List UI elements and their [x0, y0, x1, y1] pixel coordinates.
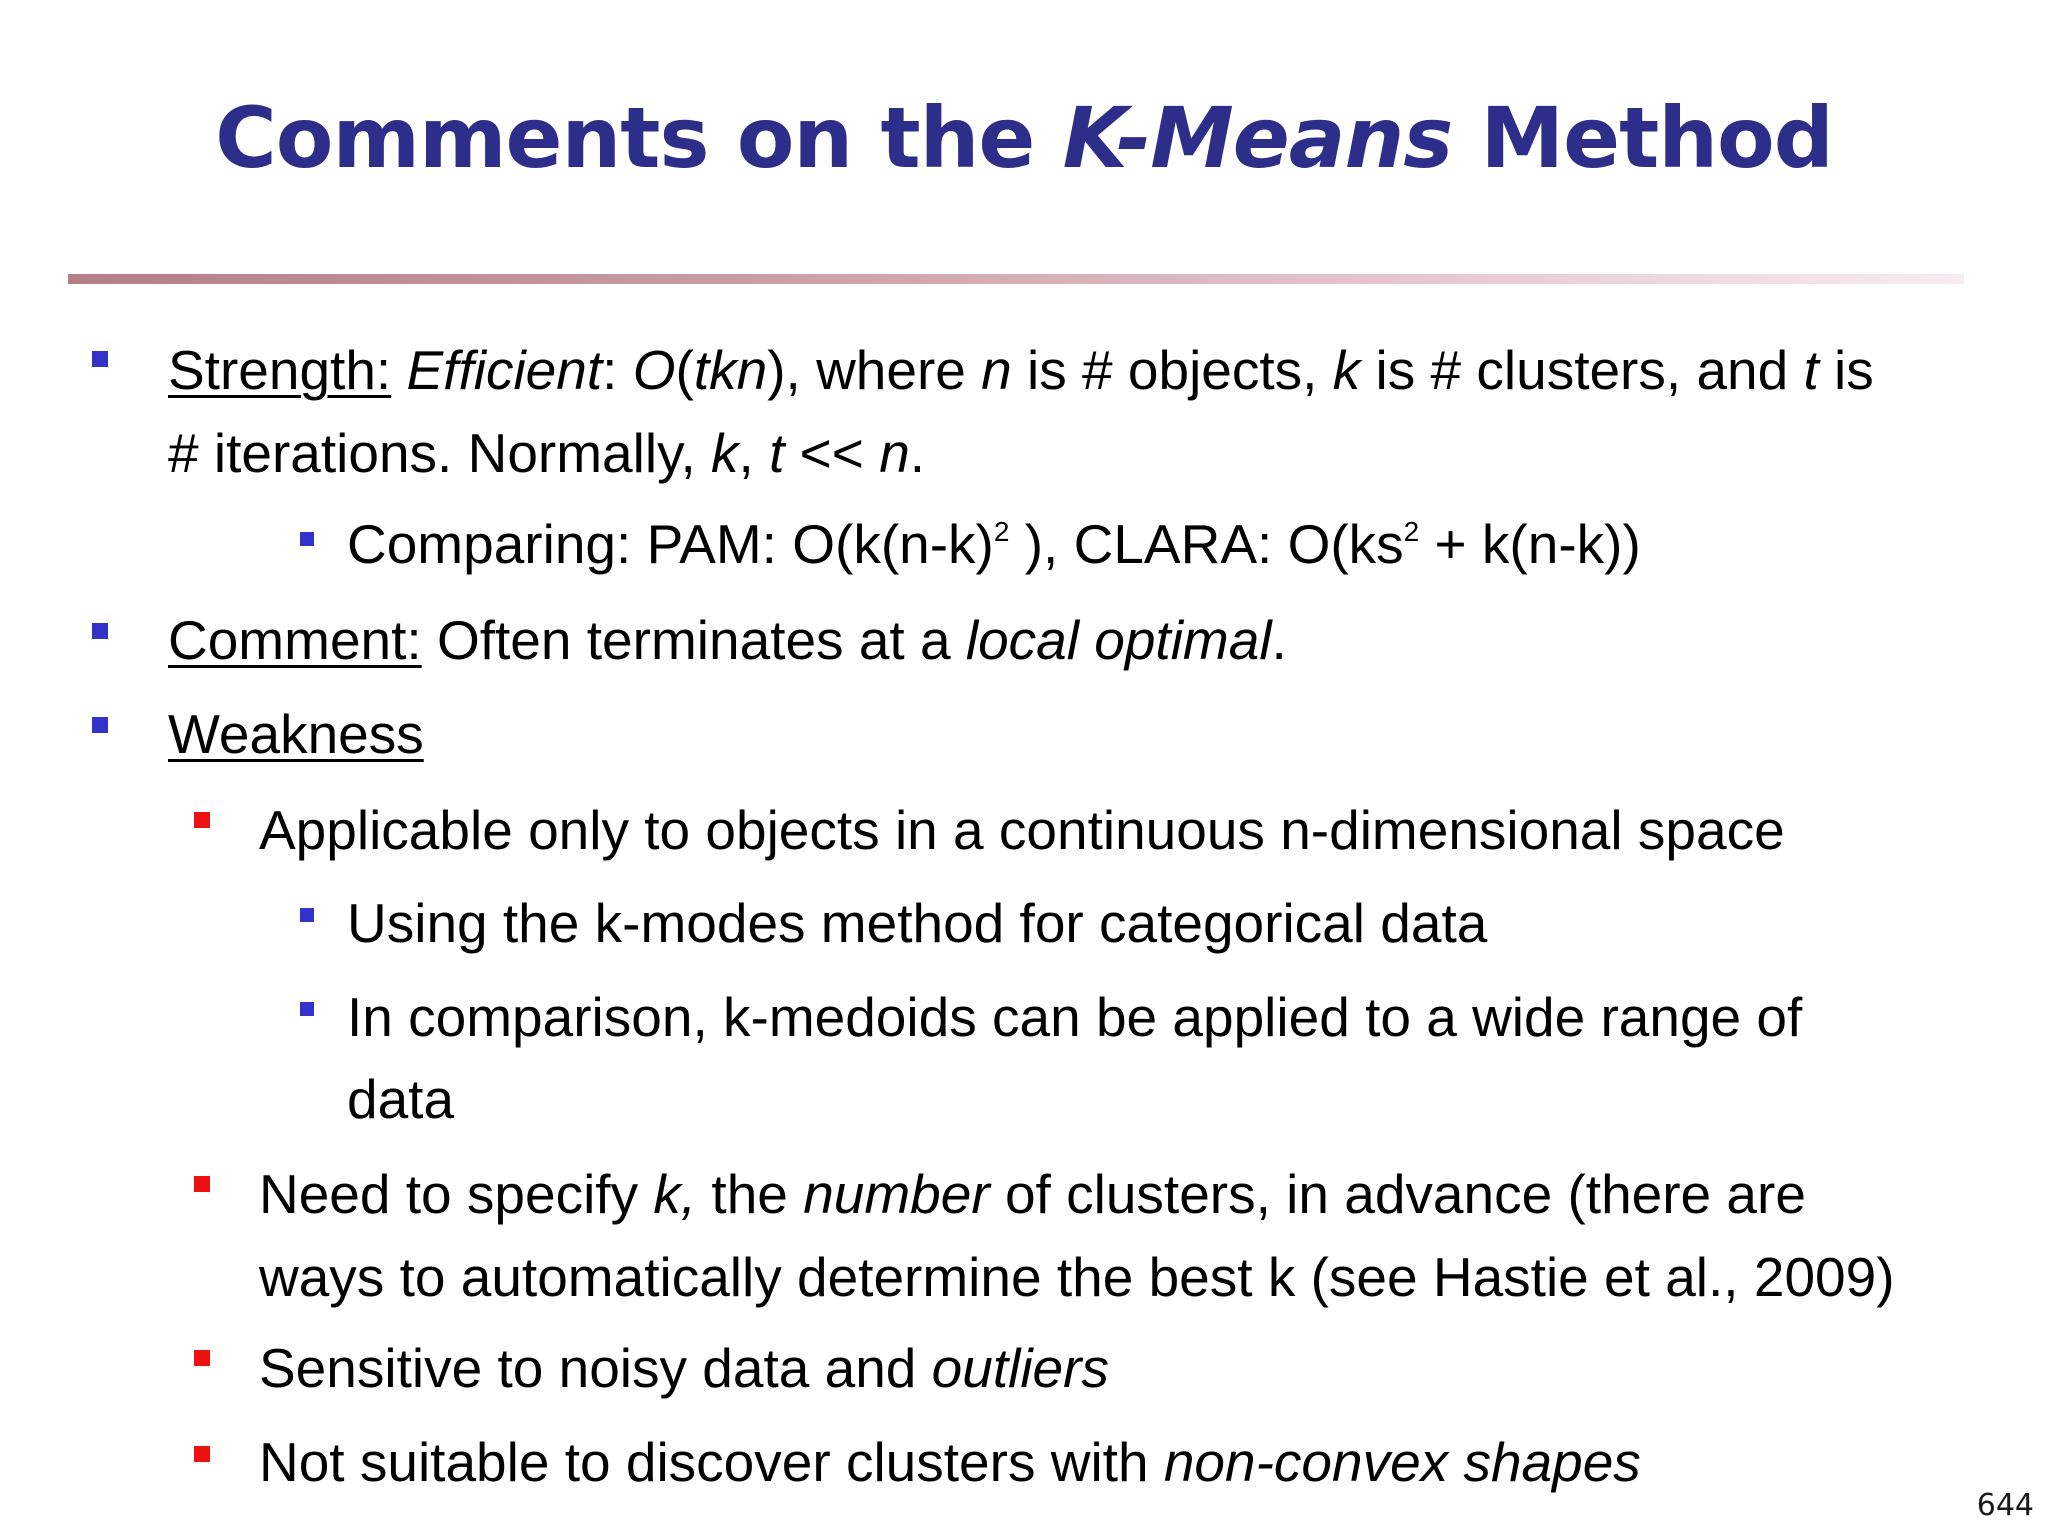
superscript: 2	[1403, 516, 1420, 547]
title-part1: Comments on the	[215, 89, 1063, 187]
strength-line-2	[168, 421, 925, 485]
specify-line-1	[259, 1162, 1806, 1226]
comparison-line-1: In comparison, k-medoids can be applied to a wide range of	[347, 986, 1803, 1048]
comparison-line-2: data	[347, 1068, 455, 1130]
weakness-line	[168, 702, 424, 766]
bullet-kmodes	[300, 908, 314, 922]
title-divider	[68, 274, 1964, 284]
bullet-strength	[92, 351, 108, 367]
comparing-line	[347, 512, 1641, 576]
slide-title	[0, 88, 2048, 188]
text-span: (	[675, 339, 694, 401]
strength-line-1	[168, 338, 1874, 402]
kmodes-line: Using the k-modes method for categorical data	[347, 892, 1488, 954]
bullet-comparison	[300, 1002, 314, 1016]
text-span: Sensitive to noisy data and	[259, 1337, 932, 1399]
superscript: 2	[993, 516, 1010, 547]
text-span: :	[602, 339, 633, 401]
bullet-comment	[92, 623, 108, 639]
text-span: .	[909, 422, 926, 484]
comment-line	[168, 608, 1287, 672]
comment-label: Comment:	[168, 609, 422, 671]
non-convex-term: non-convex shapes	[1163, 1431, 1641, 1493]
bullet-weakness	[92, 717, 108, 733]
var-k: k	[1332, 339, 1361, 401]
var-k: k	[711, 422, 739, 484]
text-span: Often terminates at a	[421, 609, 966, 671]
big-o: O	[632, 339, 676, 401]
efficient-term: Efficient	[406, 339, 603, 401]
var-k: k,	[653, 1163, 697, 1225]
number-term: number	[803, 1163, 990, 1225]
text-span: + k(n-k))	[1419, 513, 1641, 575]
text-span: of clusters, in advance (there are	[989, 1163, 1806, 1225]
outliers-term: outliers	[931, 1337, 1109, 1399]
weakness-label: Weakness	[168, 703, 424, 765]
text-span: .	[1271, 609, 1287, 671]
bullet-applicable	[194, 812, 210, 828]
bullet-comparing	[300, 532, 314, 546]
text-span: is	[1818, 339, 1874, 401]
var-n: n	[879, 422, 910, 484]
local-optimal-term: local optimal	[965, 609, 1272, 671]
nonconvex-line	[259, 1430, 1641, 1494]
text-span	[391, 339, 406, 401]
text-span: ), where	[767, 339, 982, 401]
text-span: is # clusters, and	[1360, 339, 1804, 401]
text-span: is # objects,	[1011, 339, 1333, 401]
tkn-term: tkn	[693, 339, 768, 401]
bullet-sensitive	[194, 1350, 210, 1366]
text-span: ), CLARA: O(ks	[1009, 513, 1404, 575]
text-span: Not suitable to discover clusters with	[259, 1431, 1164, 1493]
text-span: <<	[784, 422, 880, 484]
strength-label: Strength:	[168, 339, 392, 401]
text-span: ,	[738, 422, 770, 484]
title-part2: Method	[1452, 89, 1833, 187]
applicable-line: Applicable only to objects in a continuous n-dimensional space	[259, 799, 1785, 861]
specify-line-2: ways to automatically determine the best k (see Hastie et al., 2009)	[259, 1246, 1895, 1308]
title-italic: K-Means	[1062, 89, 1453, 187]
bullet-nonconvex	[194, 1446, 210, 1462]
text-span: Need to specify	[259, 1163, 654, 1225]
sensitive-line	[259, 1336, 1109, 1400]
text-span: Comparing: PAM: O(k(n-k)	[347, 513, 994, 575]
var-t: t	[1803, 339, 1819, 401]
var-n: n	[981, 339, 1012, 401]
text-span: # iterations. Normally,	[168, 422, 712, 484]
var-t: t	[769, 422, 785, 484]
bullet-specify	[194, 1176, 210, 1192]
text-span: the	[696, 1163, 804, 1225]
page-number: 644	[1976, 1488, 2034, 1523]
